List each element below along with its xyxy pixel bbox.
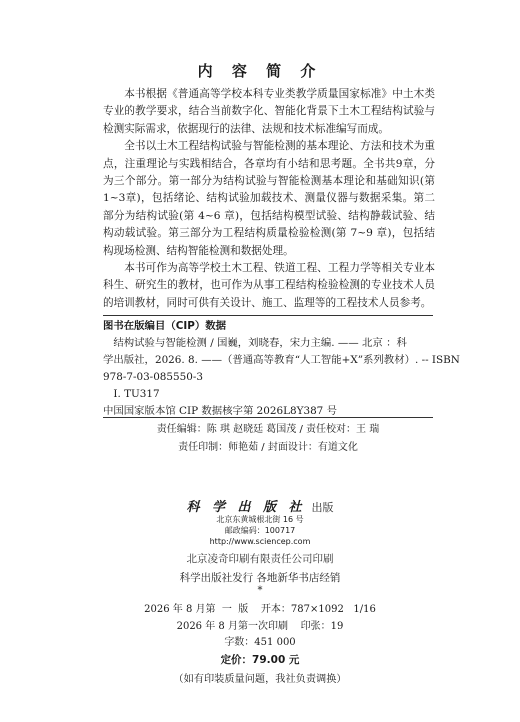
cip-classification: Ⅰ. TU317	[113, 388, 160, 400]
publisher-line	[0, 496, 520, 515]
edition-row: 2026 年 8 月第 一 版 开本：787×1092 1/16	[144, 604, 376, 615]
intro-paragraph: 本书可作为高等学校土木工程、铁道工程、工程力学等相关专业本科生、研究生的教材，也可作为从事工程结构检验检测的专业技术人员的培训教材，同时可供有关设计、施工、监理等的工程技术人员参考。	[103, 262, 435, 309]
quality-note: （如有印装质量问题，我社负责调换）	[173, 674, 347, 685]
cip-record-number: 中国国家版本馆 CIP 数据核字第 2026L8Y387 号	[103, 405, 337, 417]
cip-entry-line: 学出版社，2026. 8. ——（普通高等教育“人工智能+X”系列教材）. -- ISBN	[103, 354, 460, 366]
cip-heading: 图书在版编目（CIP）数据	[103, 320, 227, 332]
cip-top-divider	[103, 315, 433, 316]
price: 定价：79.00 元	[220, 654, 300, 666]
cip-data-block	[103, 318, 460, 420]
edition-info	[0, 602, 520, 652]
staff-line: 责任编辑：陈 琪 赵晓廷 葛国茂 / 责任校对：王 瑞	[156, 424, 380, 435]
cip-isbn: 978-7-03-085550-3	[103, 371, 203, 383]
publisher-name: 科 学 出 版 社	[186, 500, 306, 515]
cip-entry-line: 结构试验与智能检测 / 国巍，刘晓春，宋力主编. —— 北京 ：科	[113, 337, 407, 349]
publisher-postcode: 邮政编码：100717	[224, 526, 296, 535]
intro-paragraph: 本书根据《普通高等学校本科专业类教学质量国家标准》中土木类专业的教学要求，结合当前数字化、智能化背景下土木工程结构试验与检测实际需求，依据现行的法律、法规和技术标准编写而成。	[103, 88, 435, 135]
page-title: 内 容 简 介	[197, 62, 323, 80]
edition-row: 字数：451 000	[224, 637, 296, 648]
cip-bottom-divider	[103, 417, 433, 418]
intro-paragraph: 全书以土木工程结构试验与智能检测的基本理论、方法和技术为重点，注重理论与实践相结合，各章均有小结和思考题。全书共9章，分为三个部分。第一部分为结构试验与智能检测基本理论和基础知识(第 1~3章)，包括绪论、结构试验加载技术、测量仪器与数据采集。第二部分为结构试验(第 4~6 章)，包括结构模型试验、结构静载试验、结构动载试验。第三部分为工程结构质量检验检测(第 7~9 章)，包括结构现场检测、结构智能检测和数据处理。	[103, 140, 435, 257]
publisher-suffix: 出版	[311, 501, 334, 514]
publisher-address: 北京东黄城根北街 16 号	[216, 515, 304, 524]
editorial-staff	[103, 421, 433, 457]
separator-star: *	[257, 585, 263, 596]
book-introduction	[103, 86, 435, 312]
publisher-website: http://www.sciencep.com	[209, 537, 311, 546]
edition-row: 2026 年 8 月第一次印刷 印张：19	[176, 620, 344, 632]
distribution-line: 科学出版社发行 各地新华书店经销	[179, 572, 341, 584]
printer-line: 北京凌奇印刷有限责任公司印刷	[186, 553, 334, 565]
staff-line: 责任印制：师艳茹 / 封面设计：有道文化	[178, 442, 358, 453]
